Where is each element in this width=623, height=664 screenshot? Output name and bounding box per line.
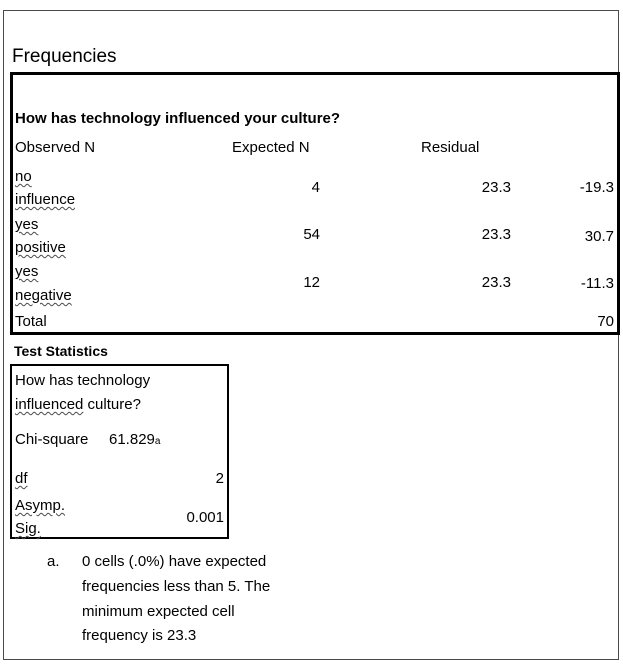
variable-label-line1: How has technology xyxy=(15,372,151,389)
footnote-line: minimum expected cell xyxy=(82,603,235,620)
row-label-line2: negative xyxy=(15,287,72,304)
row-expected: 23.3 xyxy=(481,274,511,291)
frequencies-heading: Frequencies xyxy=(12,46,117,67)
variable-label-culture: culture? xyxy=(83,396,141,413)
row-label-line2: positive xyxy=(15,239,66,256)
df-value: 2 xyxy=(215,470,224,487)
total-label: Total xyxy=(15,313,47,330)
footnote-marker-a: a xyxy=(154,436,161,447)
row-label-line2: influence xyxy=(15,191,76,208)
col-header-expected: Expected N xyxy=(232,139,310,156)
chi-square-value: 61.829 xyxy=(109,431,155,448)
row-label-line1: yes xyxy=(15,216,39,233)
asymp-sig-label-line2: Sig. xyxy=(15,520,41,537)
total-value: 70 xyxy=(597,313,614,330)
test-statistics-heading: Test Statistics xyxy=(14,343,108,359)
test-statistics-table xyxy=(10,364,229,539)
footnote-line: 0 cells (.0%) have expected xyxy=(82,553,267,570)
footnote-line: frequencies less than 5. The xyxy=(82,578,271,595)
chi-square-value-wrap xyxy=(109,431,160,448)
asymp-sig-label-line1: Asymp. xyxy=(15,497,66,514)
row-expected: 23.3 xyxy=(481,179,511,196)
row-residual: -19.3 xyxy=(579,179,614,196)
row-label-line1: yes xyxy=(15,263,39,280)
col-header-observed: Observed N xyxy=(15,139,96,156)
row-observed: 12 xyxy=(303,274,320,291)
footnote-marker: a. xyxy=(47,553,60,570)
col-header-residual: Residual xyxy=(421,139,480,156)
df-label: df xyxy=(15,470,28,487)
row-observed: 54 xyxy=(303,226,320,243)
asymp-sig-value: 0.001 xyxy=(186,509,224,526)
row-expected: 23.3 xyxy=(481,226,511,243)
question-title: How has technology influenced your culture? xyxy=(15,110,341,127)
row-observed: 4 xyxy=(311,179,320,196)
variable-label-line2 xyxy=(15,396,141,413)
footnote-line: frequency is 23.3 xyxy=(82,627,197,644)
row-label-line1: no xyxy=(15,168,32,185)
variable-label-influenced: influenced xyxy=(15,396,84,413)
row-residual: -11.3 xyxy=(580,275,614,292)
row-residual: 30.7 xyxy=(584,228,614,245)
chi-square-label: Chi-square xyxy=(15,431,89,448)
frequencies-table xyxy=(10,72,620,335)
